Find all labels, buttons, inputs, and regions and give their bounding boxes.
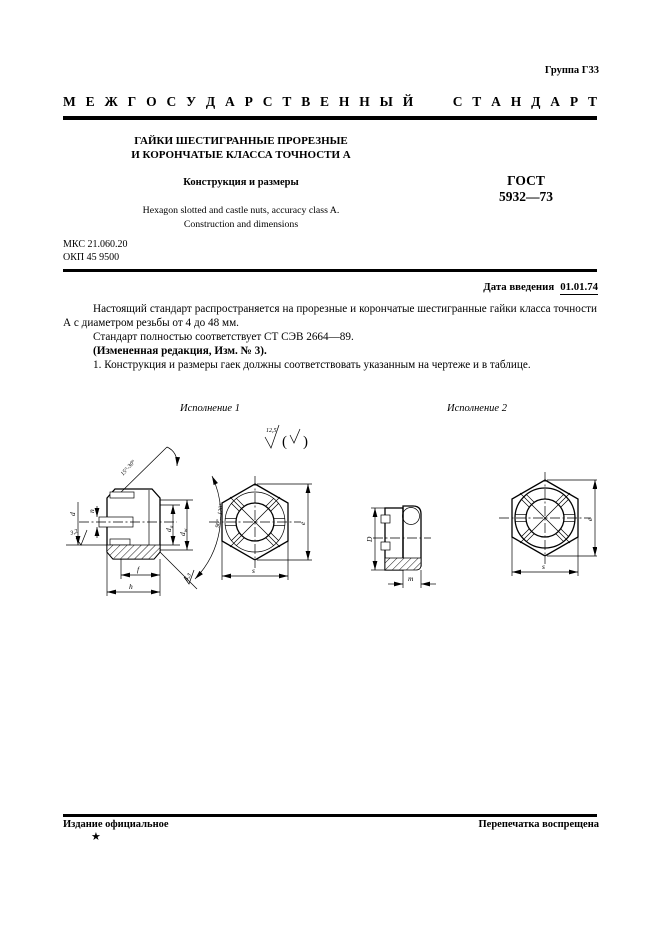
roughness-value-12-5: 12,5 [266,428,277,434]
dim-m-label: m [408,574,414,583]
footer-rule [63,814,597,817]
header-rule [63,116,597,120]
view-variant2-side [365,506,436,588]
title-line-1: ГАЙКИ ШЕСТИГРАННЫЕ ПРОРЕЗНЫЕ [134,135,348,147]
dim-dw-label: $d_w$ [178,528,189,536]
paragraph-compliance: Стандарт полностью соответствует СТ СЭВ 2664—89. [93,331,354,343]
document-title [63,134,419,162]
crown-slot-bulb [403,508,420,525]
paragraph-clause-1: 1. Конструкция и размеры гаек должны соответствовать указанным на чертеже и в таблице. [93,359,531,371]
standard-type-heading: М Е Ж Г О С У Д А Р С Т В Е Н Н Ы Й С Т А Н Д А Р Т [63,94,597,109]
body-text [63,302,597,372]
slot-lower [110,539,130,545]
document-subtitle: Конструкция и размеры [183,177,299,188]
date-value: 01.01.74 [560,281,598,293]
chamfer-angle-label: 15°-30° [120,459,138,478]
roughness-value-6-3: 6,3 [183,572,193,583]
roughness-default-check-icon [290,429,300,443]
paragraph-revision: (Измененная редакция, Изм. № 3). [93,345,267,357]
variant-1-label: Исполнение 1 [180,403,240,414]
slot-notch [381,515,390,523]
dim-s-label: s [542,562,545,571]
okp-code: ОКП 45 9500 [63,252,120,263]
title-line-2: И КОРОНЧАТЫЕ КЛАССА ТОЧНОСТИ А [131,149,351,161]
view-variant1-section [66,447,225,596]
title-en-line-1: Hexagon slotted and castle nuts, accuracy class A. [142,205,340,216]
dim-s-label: s [252,566,255,575]
group-code: Группа Г33 [544,65,599,76]
star-icon: ★ [91,831,101,843]
section-hatch [107,545,160,559]
mks-code: МКС 21.060.20 [63,239,128,250]
slot-top [110,492,134,498]
variant-2-label: Исполнение 2 [447,403,507,414]
title-en-line-2: Construction and dimensions [183,218,299,230]
dim-e-label: e [585,517,594,521]
crown-outline [403,506,421,566]
date-label: Дата введения [483,281,555,293]
dim-d-label: d [68,512,77,516]
gost-number: 5932—73 [499,189,553,204]
introduction-date [483,281,598,293]
countersink-angle-label: 90°...120° [215,503,226,529]
section-rule [63,269,597,272]
technical-drawing [63,418,597,618]
roughness-value-3-2: 3,2 [69,528,79,537]
gost-label: ГОСТ [507,173,545,188]
official-edition-note: Издание официальное [63,819,169,830]
view-variant1-top [209,476,312,580]
dim-D-label: D [365,536,374,542]
paragraph-scope: Настоящий стандарт распространяется на прорезные и корончатые шестигранные гайки класса точности А с диаметром резьбы от 4 до 48 мм. [63,303,597,329]
paren-open: ( [282,434,287,450]
view-variant2-top [499,472,597,576]
dim-da-label: $d_a$ [164,525,175,532]
classification-codes [63,238,127,264]
reprint-prohibited-note: Перепечатка воспрещена [478,819,599,830]
gost-number-block [452,173,600,205]
section-hatch [385,558,421,570]
title-english [63,204,419,231]
dim-h-label: h [129,582,133,591]
paren-close: ) [303,434,308,450]
dim-n-label: n [87,509,96,513]
surface-roughness-note [265,425,308,450]
dim-e-label: e [298,521,307,525]
slot-notch [381,542,390,550]
dim-f-label: f [137,565,140,574]
